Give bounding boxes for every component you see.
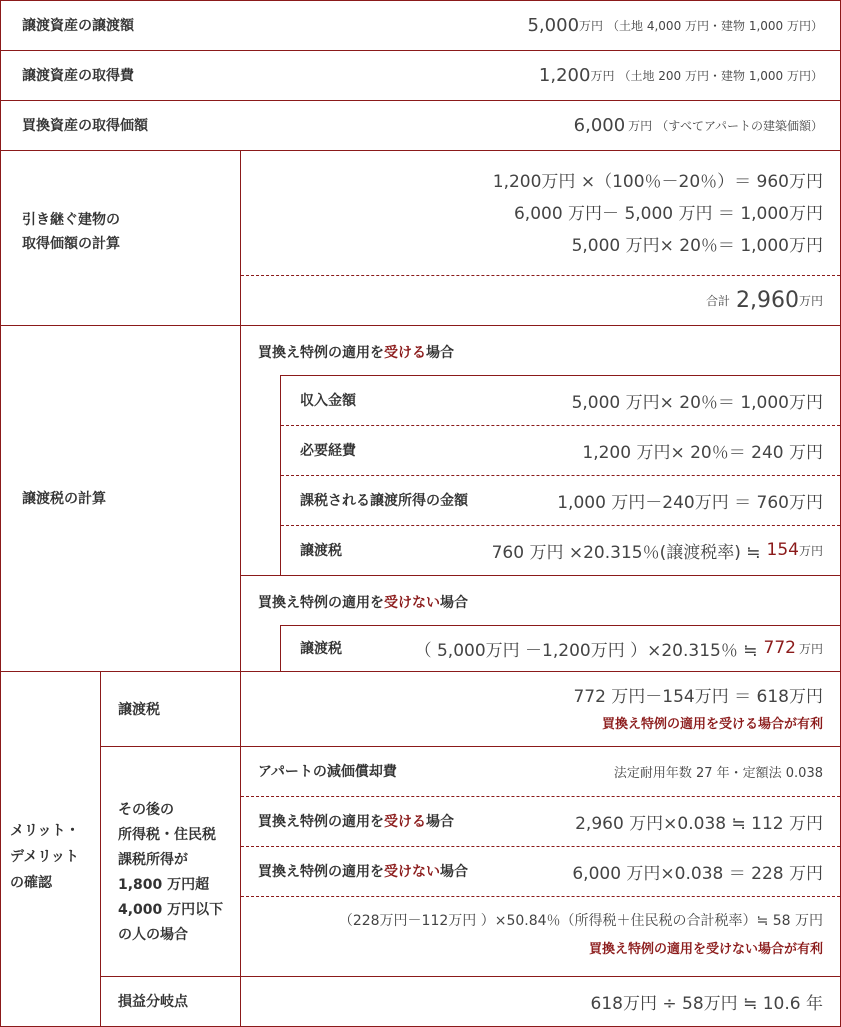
- acq-cost-value: [539, 50, 823, 100]
- heading-text: 場合: [440, 595, 468, 611]
- noapply-tax-formula: [415, 625, 823, 671]
- total-label: 合計: [705, 294, 730, 308]
- apply-tax-formula: [492, 525, 823, 575]
- expense-label: 必要経費: [300, 443, 356, 459]
- after-label-line: 4,000 万円以下: [118, 902, 224, 918]
- taxable-income-label: 課税される譲渡所得の金額: [300, 493, 468, 509]
- buy-cost-label: 買換資産の取得価額: [22, 118, 148, 134]
- apply-tax-result: 154: [766, 540, 799, 560]
- unit: 万円: [798, 543, 823, 558]
- inherit-label: [22, 208, 120, 256]
- after-label: [118, 798, 223, 948]
- heading-text: 場合: [426, 814, 454, 830]
- sale-price-amount: 5,000: [527, 14, 580, 36]
- income-formula: 5,000 万円× 20％＝ 1,000万円: [571, 392, 823, 413]
- acq-cost-amount: 1,200: [538, 64, 591, 86]
- row-divider: [0, 325, 841, 326]
- depreciation-label: アパートの減価償却費: [258, 764, 397, 780]
- merit-tax-conclusion: 買換え特例の適用を受ける場合が有利: [601, 717, 823, 732]
- heading-text: 場合: [426, 345, 454, 361]
- row-divider: [0, 150, 841, 151]
- dep-apply-formula: 2,960 万円×0.038 ≒ 112 万円: [575, 813, 823, 834]
- dashed-divider: [241, 896, 840, 897]
- border-left: [0, 0, 1, 1027]
- acq-cost-note: （土地 200 万円・建物 1,000 万円）: [618, 68, 823, 83]
- after-label-line: 課税所得が: [118, 852, 188, 868]
- merit-label-line: の確認: [10, 875, 52, 891]
- diff-content: [339, 910, 823, 957]
- heading-emphasis: 受けない: [384, 864, 440, 880]
- heading-emphasis: 受ける: [384, 345, 426, 361]
- unit: 万円: [579, 18, 604, 33]
- sale-price-value: [527, 0, 823, 50]
- unit: 万円: [798, 294, 823, 308]
- inner-border: [240, 575, 841, 576]
- after-label-line: その後の: [118, 802, 174, 818]
- after-label-line: の人の場合: [118, 927, 188, 943]
- formula-text: （ 5,000万円 －1,200万円 ）×20.315％ ≒: [414, 640, 758, 661]
- after-label-line: 所得税・住民税: [118, 827, 216, 843]
- unit: 万円: [798, 641, 823, 656]
- merit-tax-content: [573, 682, 823, 732]
- income-label: 収入金額: [300, 393, 356, 409]
- heading-text: 場合: [440, 864, 468, 880]
- heading-text: 買換え特例の適用を: [258, 595, 384, 611]
- taxable-income-formula: 1,000 万円－240万円 ＝ 760万円: [557, 492, 823, 513]
- heading-text: 買換え特例の適用を: [258, 814, 384, 830]
- merit-label-line: メリット・: [10, 823, 80, 839]
- col-divider: [100, 671, 101, 1027]
- merit-tax-formula: 772 万円－154万円 ＝ 618万円: [573, 687, 823, 707]
- heading-emphasis: 受けない: [384, 595, 440, 611]
- sale-price-note: （土地 4,000 万円・建物 1,000 万円）: [607, 18, 823, 33]
- merit-tax-label: 譲渡税: [118, 701, 160, 718]
- buy-cost-amount: 6,000: [573, 114, 626, 136]
- expense-formula: 1,200 万円× 20％＝ 240 万円: [582, 442, 823, 463]
- heading-text: 買換え特例の適用を: [258, 345, 384, 361]
- breakeven-label: 損益分岐点: [118, 994, 188, 1010]
- inherit-formula-line: 6,000 万円－ 5,000 万円 ＝ 1,000万円: [513, 204, 823, 224]
- dep-noapply-formula: 6,000 万円×0.038 ＝ 228 万円: [572, 863, 823, 884]
- merit-label-line: デメリット: [10, 849, 79, 865]
- depreciation-note: 法定耐用年数 27 年・定額法 0.038: [613, 765, 823, 781]
- acq-cost-label: 譲渡資産の取得費: [22, 68, 134, 84]
- col-divider: [240, 150, 241, 671]
- tax-apply-heading: [258, 342, 454, 362]
- tax-noapply-heading: [258, 592, 468, 612]
- heading-text: 買換え特例の適用を: [258, 864, 384, 880]
- breakeven-formula: 618万円 ÷ 58万円 ≒ 10.6 年: [590, 993, 823, 1014]
- inherit-formula-line: 1,200万円 ×（100％－20％）＝ 960万円: [492, 172, 823, 192]
- sale-price-label: 譲渡資産の譲渡額: [22, 18, 134, 34]
- dep-noapply-label: [258, 846, 468, 896]
- dep-apply-label: [258, 796, 454, 846]
- after-label-line: 1,800 万円超: [118, 877, 210, 893]
- noapply-tax-result: 772: [763, 638, 796, 658]
- merit-label: [10, 818, 79, 896]
- inherit-formulas: [493, 166, 823, 262]
- inherit-total: [706, 276, 823, 325]
- buy-cost-note: （すべてアパートの建築価額）: [656, 118, 823, 133]
- inherit-label-line: 引き継ぐ建物の: [22, 212, 120, 228]
- inner-border: [280, 625, 281, 671]
- buy-cost-value: [574, 100, 823, 150]
- diff-formula: （228万円－112万円 ）×50.84％（所得税＋住民税の合計税率）≒ 58 万円: [338, 913, 823, 929]
- noapply-tax-label: 譲渡税: [300, 641, 342, 657]
- unit: 万円: [590, 68, 615, 83]
- total-value: 2,960: [736, 288, 799, 313]
- tax-calc-label: 譲渡税の計算: [22, 491, 106, 507]
- inherit-formula-line: 5,000 万円× 20％＝ 1,000万円: [571, 236, 823, 256]
- unit: 万円: [628, 118, 653, 133]
- col-divider: [240, 671, 241, 1027]
- inherit-label-line: 取得価額の計算: [22, 236, 120, 252]
- diff-conclusion: 買換え特例の適用を受けない場合が有利: [588, 942, 823, 957]
- apply-tax-label: 譲渡税: [300, 543, 342, 559]
- heading-emphasis: 受ける: [384, 814, 426, 830]
- formula-text: 760 万円 ×20.315％(譲渡税率) ≒: [491, 542, 761, 563]
